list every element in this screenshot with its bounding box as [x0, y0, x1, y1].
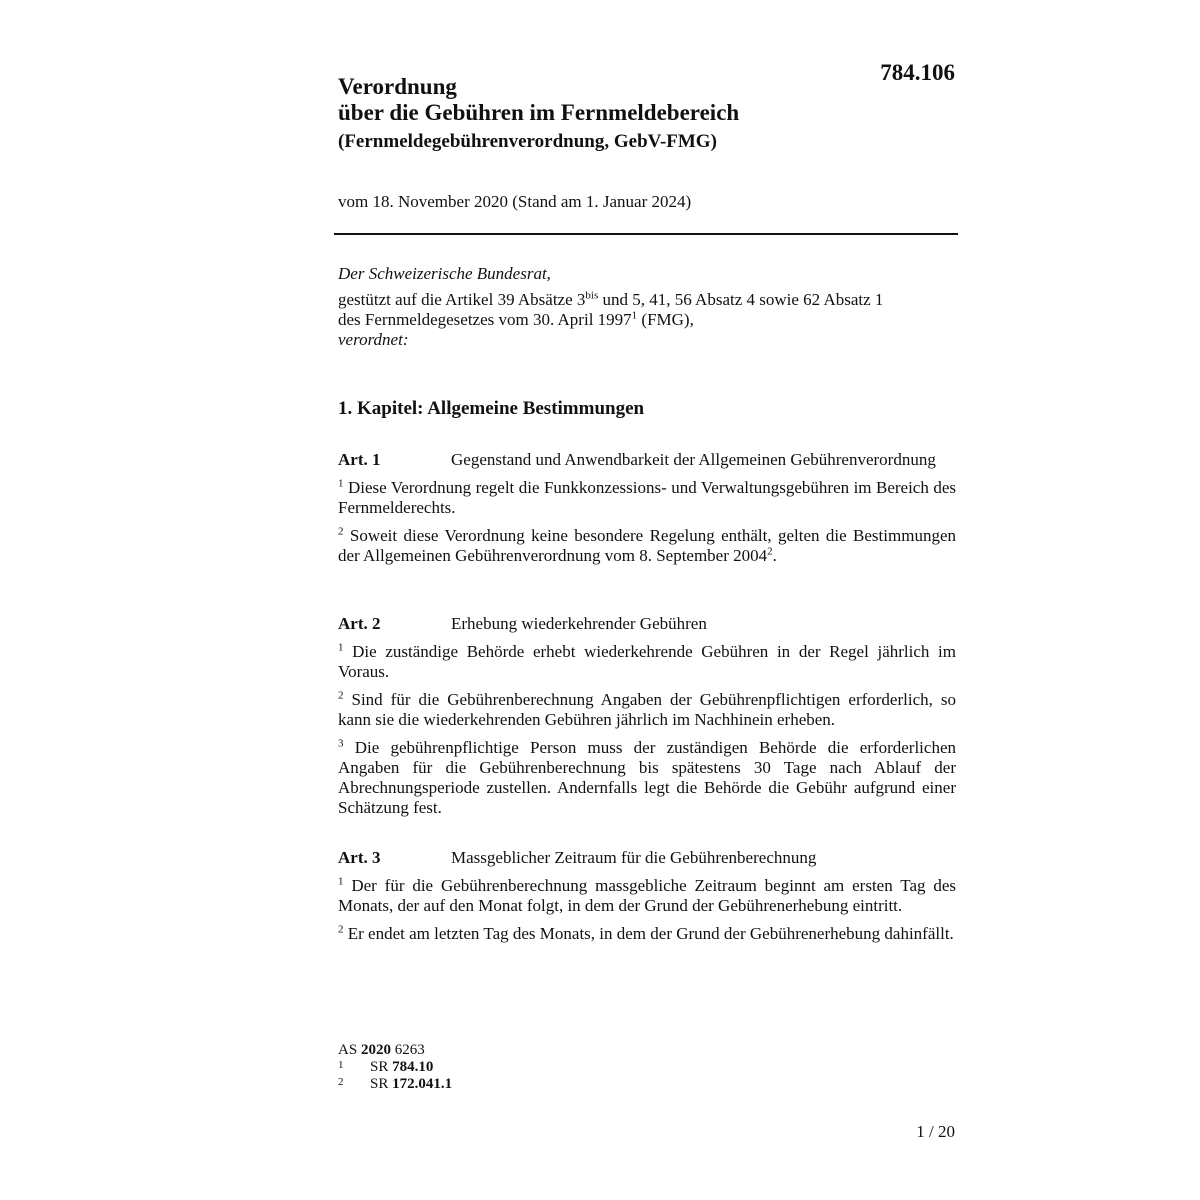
article-3	[338, 848, 956, 944]
as-prefix: AS	[338, 1042, 361, 1058]
paragraph-tail: .	[772, 546, 777, 565]
date-line: vom 18. November 2020 (Stand am 1. Januar 2024)	[338, 192, 692, 211]
footnote-mark: 1	[338, 1059, 344, 1071]
paragraph-text: Er endet am letzten Tag des Monats, in dem der Grund der Gebührenerhebung dahinfällt.	[347, 924, 954, 943]
legal-basis-sup: bis	[585, 289, 599, 302]
footnote-prefix: SR	[370, 1076, 389, 1092]
article-1	[338, 450, 956, 566]
paragraph-number: 3	[338, 737, 344, 750]
paragraph	[338, 526, 956, 566]
article-number: Art. 1	[338, 450, 381, 469]
paragraph	[338, 738, 956, 818]
article-title: Massgeblicher Zeitraum für die Gebührenberechnung	[451, 848, 817, 867]
footnote-ref-number: 784.10	[392, 1059, 434, 1075]
subtitle: (Fernmeldegebührenverordnung, GebV-FMG)	[338, 131, 717, 152]
paragraph-number: 2	[338, 525, 344, 538]
as-reference	[338, 1042, 452, 1059]
as-page: 6263	[390, 1042, 425, 1058]
paragraph-number: 1	[338, 641, 344, 654]
article-title: Erhebung wiederkehrender Gebühren	[451, 614, 707, 633]
paragraph	[338, 690, 956, 730]
title-line-1: Verordnung	[338, 74, 457, 99]
paragraph	[338, 924, 956, 944]
article-2	[338, 614, 956, 818]
legal-basis-text: gestützt auf die Artikel 39 Absätze 3	[338, 290, 586, 309]
paragraph-number: 2	[338, 923, 344, 936]
preamble	[338, 264, 958, 350]
legal-basis-text: und 5, 41, 56 Absatz 4 sowie 62 Absatz 1	[598, 290, 884, 309]
chapter-heading: 1. Kapitel: Allgemeine Bestimmungen	[338, 398, 645, 419]
paragraph-text: Die zuständige Behörde erhebt wiederkehrende Gebühren in der Regel jährlich im Voraus.	[338, 642, 956, 681]
paragraph-text: Soweit diese Verordnung keine besondere Regelung enthält, gelten die Bestimmungen der Allgemeinen Gebührenverordnung vom 8. September 2004	[338, 526, 956, 565]
article-title: Gegenstand und Anwendbarkeit der Allgemeinen Gebührenverordnung	[451, 450, 936, 469]
paragraph-number: 1	[338, 875, 344, 888]
as-year: 2020	[360, 1042, 391, 1058]
paragraph-text: Sind für die Gebührenberechnung Angaben der Gebührenpflichtigen erforderlich, so kann sie die wiederkehrenden Gebühren jährlich im Nachhinein erheben.	[338, 690, 956, 729]
footnotes	[338, 1042, 452, 1093]
paragraph	[338, 876, 956, 916]
paragraph-text: Diese Verordnung regelt die Funkkonzessions- und Verwaltungsgebühren im Bereich des Fernmelderechts.	[338, 478, 956, 517]
footnote-1	[338, 1059, 452, 1076]
legal-basis-text: des Fernmeldegesetzes vom 30. April 1997	[338, 310, 632, 329]
horizontal-rule	[334, 233, 958, 235]
footnote-ref-number: 172.041.1	[392, 1076, 453, 1092]
paragraph-number: 1	[338, 477, 344, 490]
title-line-2: über die Gebühren im Fernmeldebereich	[338, 100, 740, 125]
article-heading	[338, 614, 956, 634]
legal-basis	[338, 290, 958, 330]
decree: verordnet:	[338, 330, 409, 349]
page-number: 1 / 20	[916, 1122, 955, 1141]
article-heading	[338, 848, 956, 868]
footnote-mark: 2	[338, 1076, 344, 1088]
paragraph-text: Die gebührenpflichtige Person muss der zuständigen Behörde die erforderlichen Angaben für die Gebührenberechnung bis spätestens 30 Tage nach Ablauf der Abrechnungsperiode zustellen. Andernfalls legt die Behörde die Gebühr aufgrund einer Schätzung fest.	[338, 738, 956, 817]
sr-number: 784.106	[880, 60, 955, 85]
article-heading	[338, 450, 956, 470]
article-number: Art. 2	[338, 614, 381, 633]
paragraph-number: 2	[338, 689, 344, 702]
footnote-ref[interactable]: 1	[631, 309, 638, 322]
paragraph	[338, 642, 956, 682]
article-number: Art. 3	[338, 848, 381, 867]
footnote-prefix: SR	[370, 1059, 389, 1075]
footnote-ref[interactable]: 2	[767, 545, 773, 558]
footnote-2	[338, 1076, 452, 1093]
paragraph-text: Der für die Gebührenberechnung massgebliche Zeitraum beginnt am ersten Tag des Monats, der auf den Monat folgt, in dem der Grund der Gebührenerhebung eintritt.	[338, 876, 956, 915]
title-block	[338, 74, 898, 154]
authority: Der Schweizerische Bundesrat,	[338, 264, 551, 283]
legal-basis-text: (FMG),	[637, 310, 694, 329]
paragraph	[338, 478, 956, 518]
